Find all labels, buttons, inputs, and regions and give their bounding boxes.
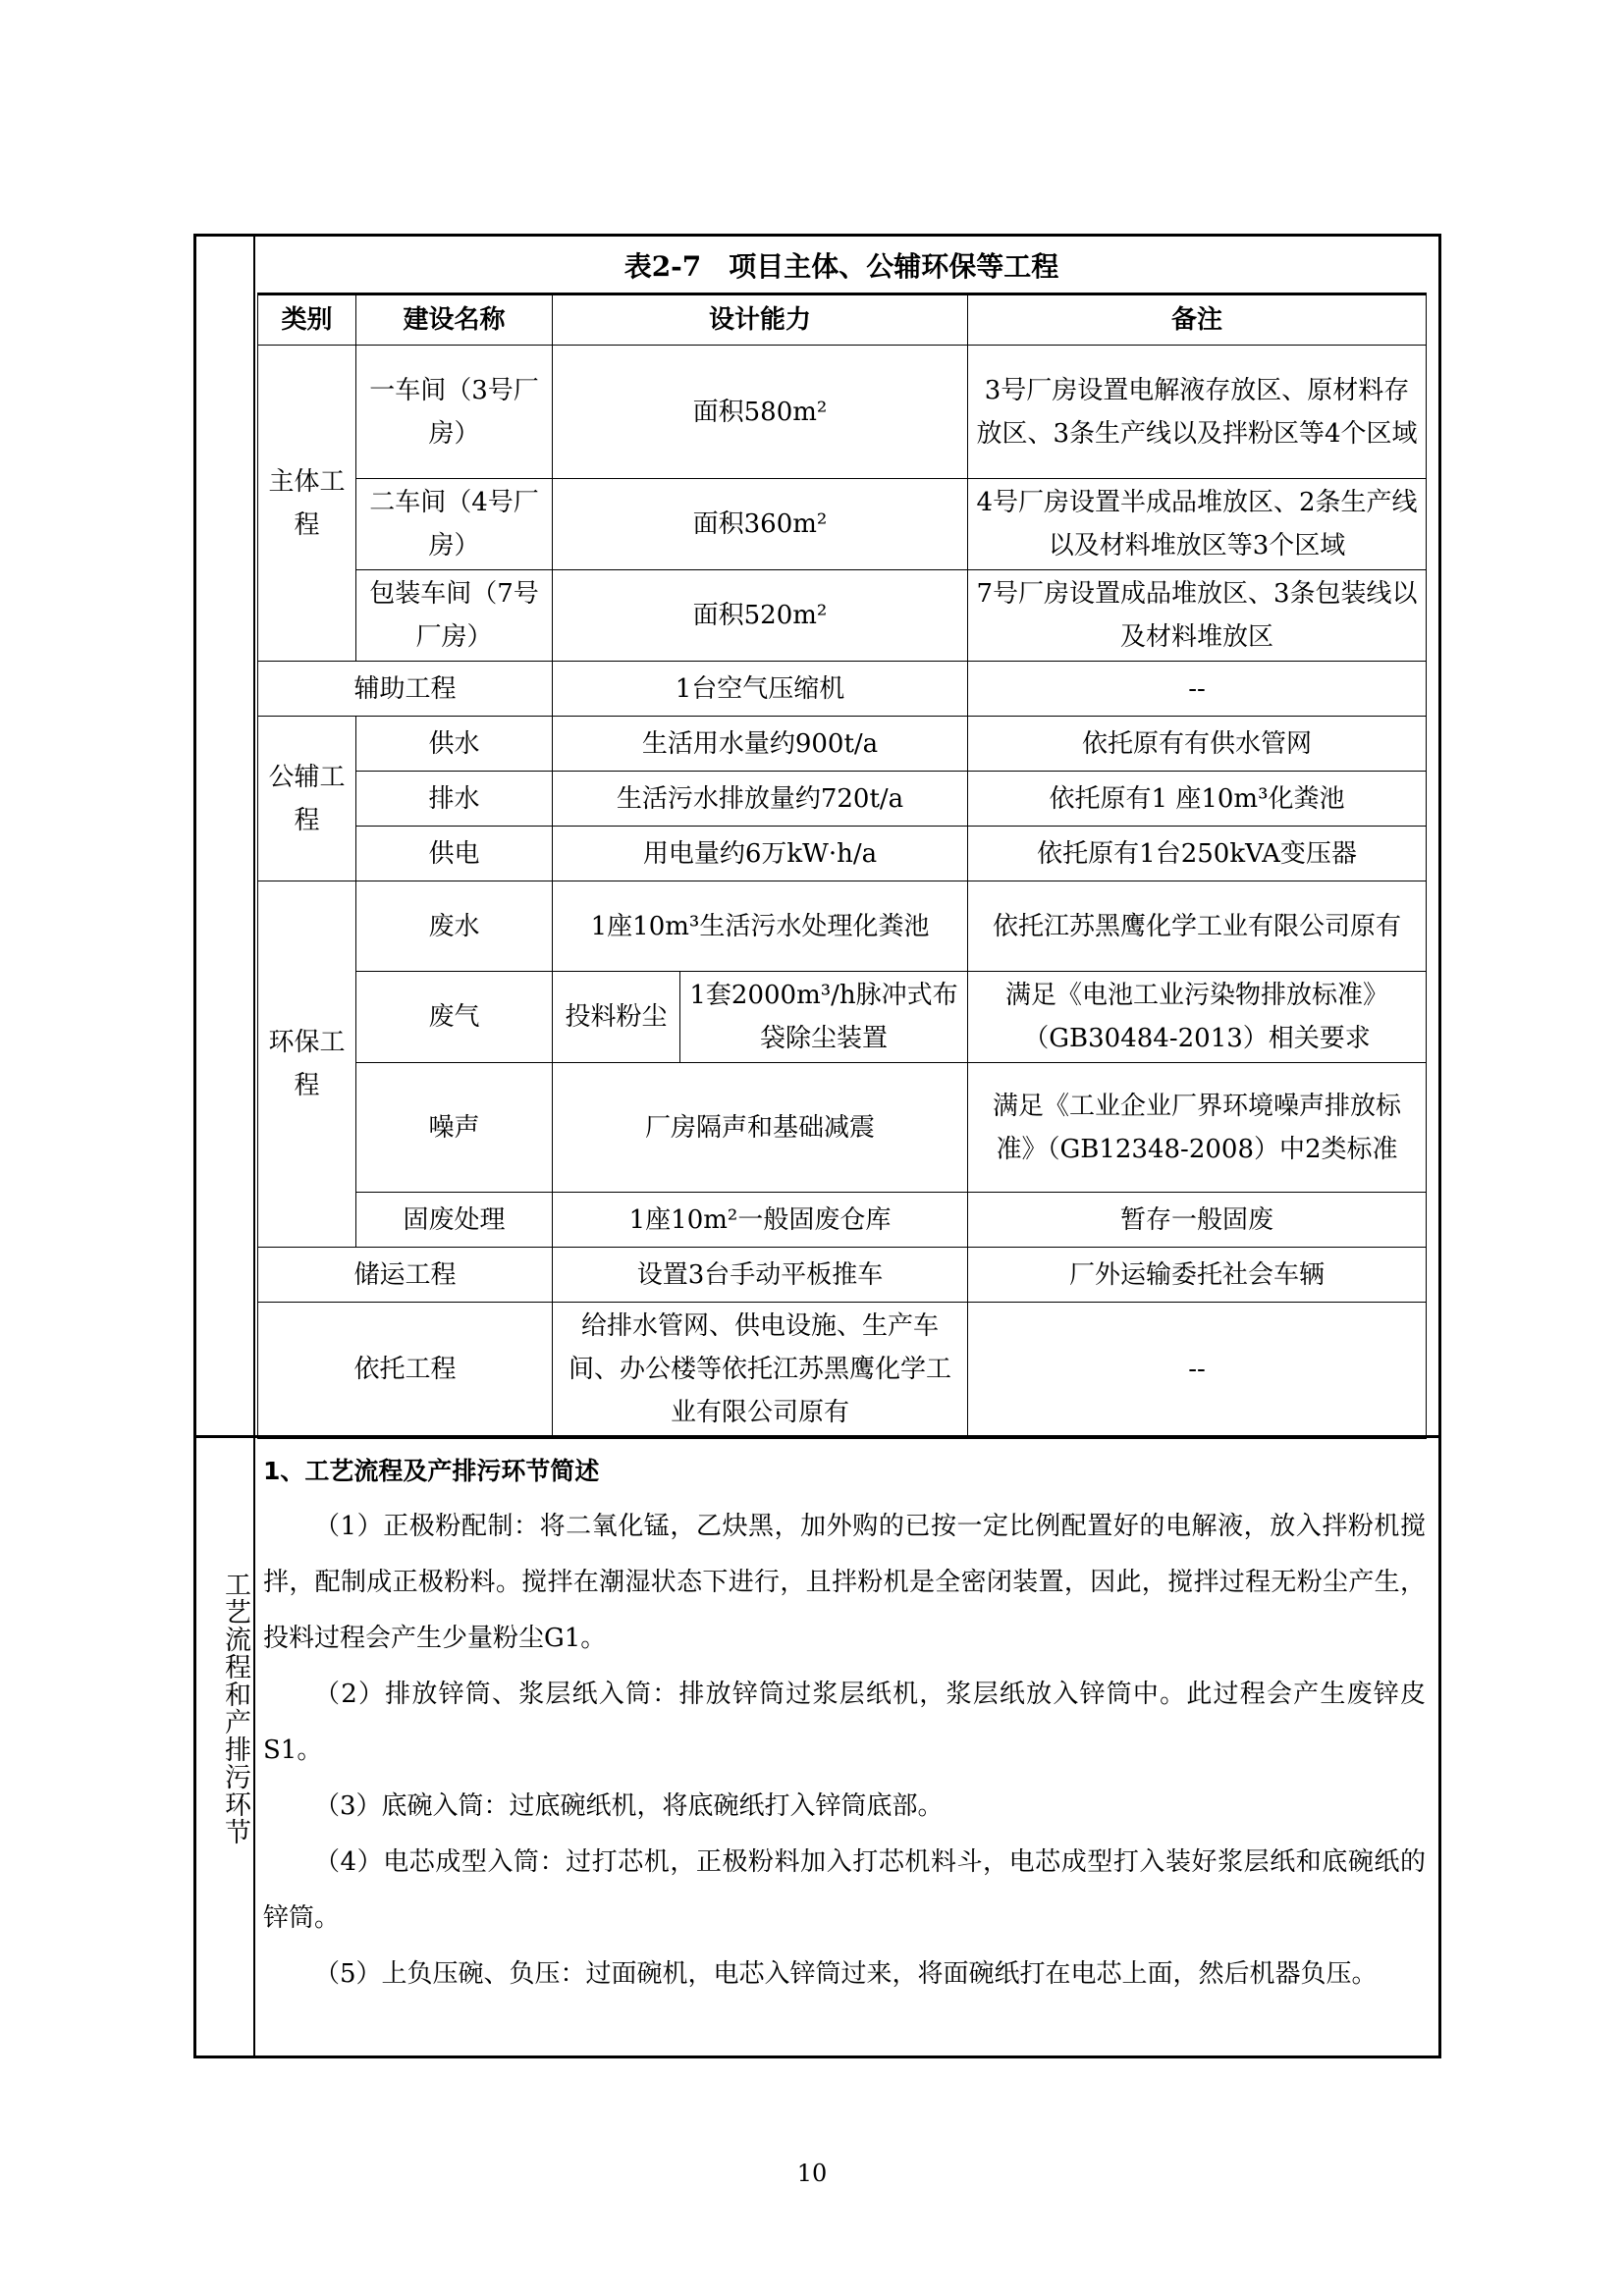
header-category: 类别 xyxy=(258,294,356,346)
row-name: 废水 xyxy=(356,881,553,972)
table-row xyxy=(258,827,1427,881)
row-capacity: 1台空气压缩机 xyxy=(553,662,968,717)
category-utility: 公辅工程 xyxy=(258,717,356,881)
row-name: 依托工程 xyxy=(258,1303,553,1438)
row-name: 固废处理 xyxy=(356,1193,553,1248)
row-note: 4号厂房设置半成品堆放区、2条生产线以及材料堆放区等3个区域 xyxy=(968,479,1427,570)
row-capacity: 面积520m² xyxy=(553,570,968,662)
engineering-table xyxy=(257,293,1427,1439)
row-capacity: 1座10m²一般固废仓库 xyxy=(553,1193,968,1248)
table-row xyxy=(258,772,1427,827)
table-row xyxy=(258,346,1427,479)
paragraph: （4）电芯成型入筒：过打芯机，正极粉料加入打芯机料斗，电芯成型打入装好浆层纸和底碗纸的锌筒。 xyxy=(263,1847,1426,1933)
table-row xyxy=(258,570,1427,662)
row-source: 投料粉尘 xyxy=(553,972,680,1063)
row-capacity: 面积580m² xyxy=(553,346,968,479)
row-note: -- xyxy=(968,1303,1427,1438)
section-heading: 1、工艺流程及产排污环节简述 xyxy=(263,1457,600,1485)
row-capacity: 厂房隔声和基础减震 xyxy=(553,1063,968,1193)
row-name: 二车间（4号厂房） xyxy=(356,479,553,570)
row-note: 厂外运输委托社会车辆 xyxy=(968,1248,1427,1303)
row-name: 供水 xyxy=(356,717,553,772)
row-note: 暂存一般固废 xyxy=(968,1193,1427,1248)
row-note: 依托原有1 座10m³化粪池 xyxy=(968,772,1427,827)
row-capacity: 生活用水量约900t/a xyxy=(553,717,968,772)
row-note: 满足《电池工业污染物排放标准》（GB30484-2013）相关要求 xyxy=(968,972,1427,1063)
row-capacity: 用电量约6万kW·h/a xyxy=(553,827,968,881)
row-note: 依托江苏黑鹰化学工业有限公司原有 xyxy=(968,881,1427,972)
header-name: 建设名称 xyxy=(356,294,553,346)
row-name: 排水 xyxy=(356,772,553,827)
table-row xyxy=(258,717,1427,772)
side-label: 工艺流程和产排污环节 xyxy=(220,1571,250,1845)
table-row xyxy=(258,1063,1427,1193)
sidebar-divider xyxy=(253,234,255,2058)
header-capacity: 设计能力 xyxy=(553,294,968,346)
section-content xyxy=(263,1443,1426,2002)
table-header-row xyxy=(258,294,1427,346)
table-row xyxy=(258,1248,1427,1303)
row-capacity: 生活污水排放量约720t/a xyxy=(553,772,968,827)
row-note: 依托原有1台250kVA变压器 xyxy=(968,827,1427,881)
row-note: 3号厂房设置电解液存放区、原材料存放区、3条生产线以及拌粉区等4个区域 xyxy=(968,346,1427,479)
table-row xyxy=(258,662,1427,717)
row-capacity: 1套2000m³/h脉冲式布袋除尘装置 xyxy=(680,972,968,1063)
paragraph: （5）上负压碗、负压：过面碗机，电芯入锌筒过来，将面碗纸打在电芯上面，然后机器负压。 xyxy=(314,1959,1378,1989)
row-note: -- xyxy=(968,662,1427,717)
row-name: 包装车间（7号厂房） xyxy=(356,570,553,662)
row-name: 供电 xyxy=(356,827,553,881)
row-name: 噪声 xyxy=(356,1063,553,1193)
table-row xyxy=(258,1303,1427,1438)
table-row xyxy=(258,479,1427,570)
table-title: 表2-7 项目主体、公辅环保等工程 xyxy=(623,250,1059,283)
table-row xyxy=(258,972,1427,1063)
row-note: 依托原有有供水管网 xyxy=(968,717,1427,772)
table-row xyxy=(258,1193,1427,1248)
row-capacity: 1座10m³生活污水处理化粪池 xyxy=(553,881,968,972)
paragraph: （3）底碗入筒：过底碗纸机，将底碗纸打入锌筒底部。 xyxy=(314,1791,944,1821)
row-name: 一车间（3号厂房） xyxy=(356,346,553,479)
table-row xyxy=(258,881,1427,972)
header-note: 备注 xyxy=(968,294,1427,346)
row-name: 废气 xyxy=(356,972,553,1063)
category-env: 环保工程 xyxy=(258,881,356,1248)
row-name: 辅助工程 xyxy=(258,662,553,717)
category-main: 主体工程 xyxy=(258,346,356,662)
paragraph: （1）正极粉配制：将二氧化锰，乙炔黑，加外购的已按一定比例配置好的电解液，放入拌粉机搅拌，配制成正极粉料。搅拌在潮湿状态下进行，且拌粉机是全密闭装置，因此，搅拌过程无粉尘产生，投料过程会产生少量粉尘G1。 xyxy=(263,1512,1426,1653)
page-number: 10 xyxy=(796,2160,828,2187)
row-note: 满足《工业企业厂界环境噪声排放标准》（GB12348-2008）中2类标准 xyxy=(968,1063,1427,1193)
paragraph: （2）排放锌筒、浆层纸入筒：排放锌筒过浆层纸机，浆层纸放入锌筒中。此过程会产生废锌皮S1。 xyxy=(263,1680,1426,1765)
row-capacity: 给排水管网、供电设施、生产车间、办公楼等依托江苏黑鹰化学工业有限公司原有 xyxy=(553,1303,968,1438)
row-capacity: 设置3台手动平板推车 xyxy=(553,1248,968,1303)
row-note: 7号厂房设置成品堆放区、3条包装线以及材料堆放区 xyxy=(968,570,1427,662)
row-name: 储运工程 xyxy=(258,1248,553,1303)
row-capacity: 面积360m² xyxy=(553,479,968,570)
